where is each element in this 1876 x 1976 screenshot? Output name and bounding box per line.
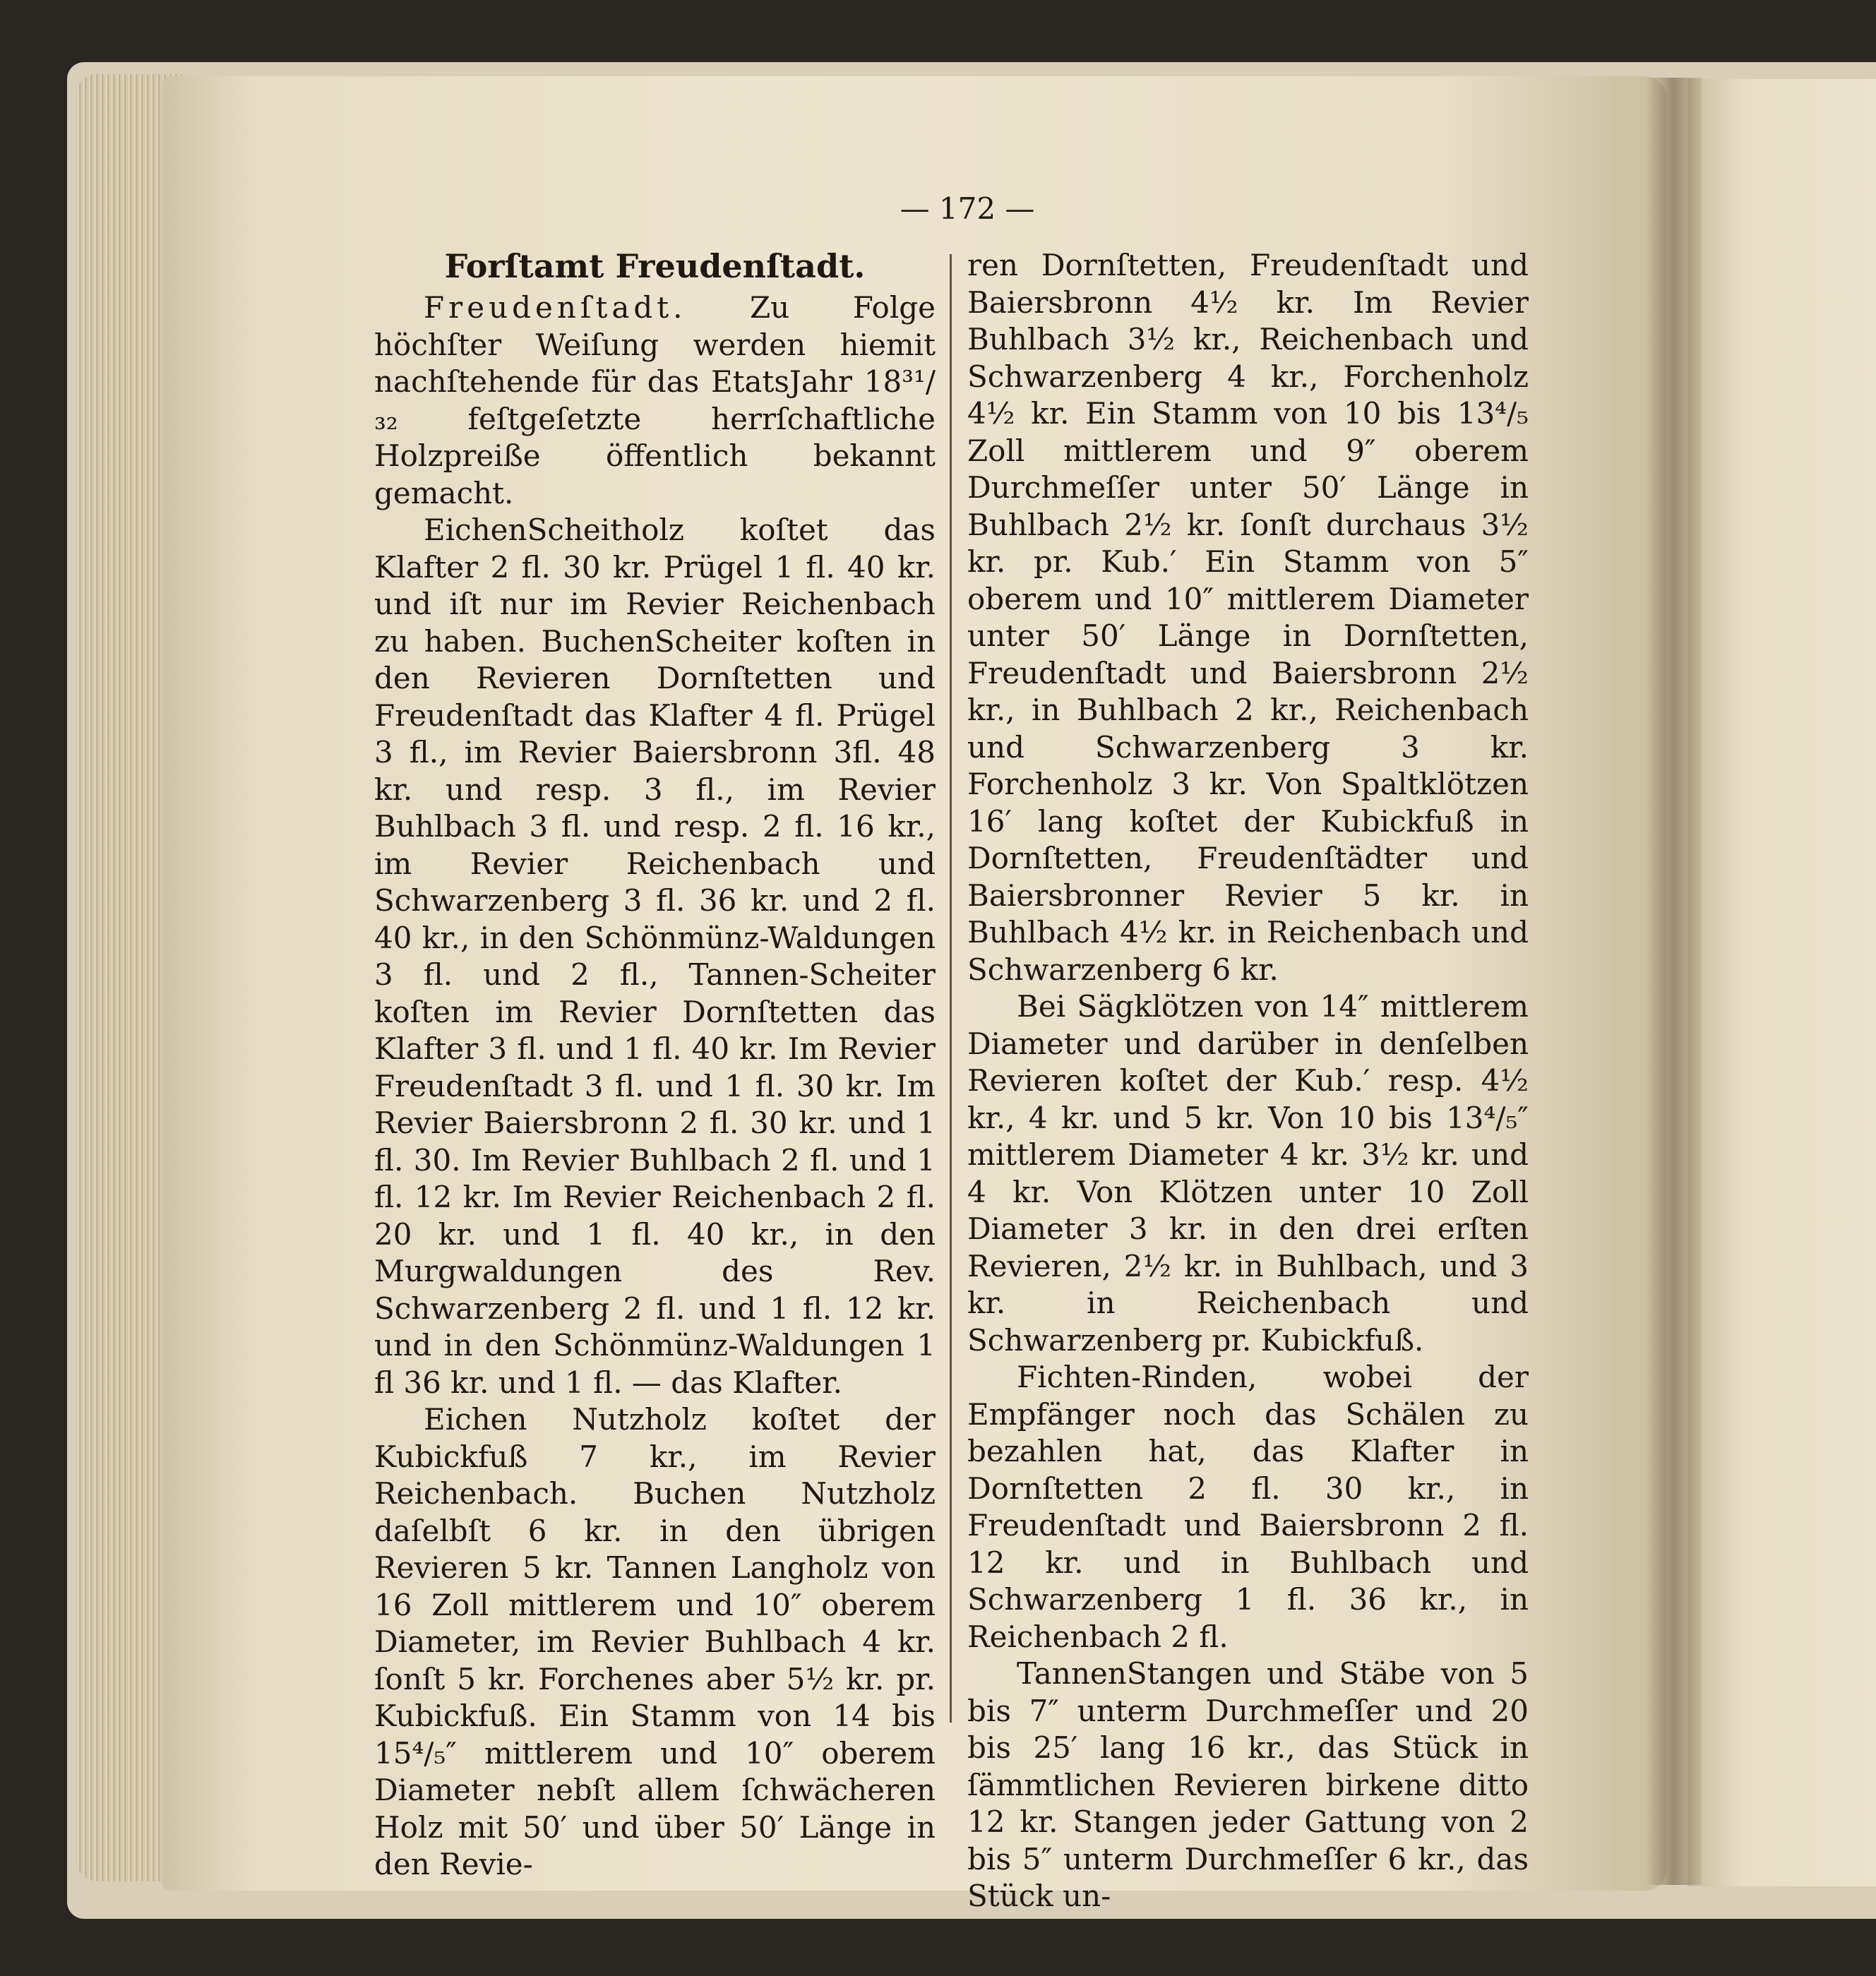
timber-paragraph: Eichen Nutzholz koſtet der Kubickfuß 7 kr., im Revier Reichenbach. Buchen Nutzholz daſelbſt 6 kr. in den übrigen Revieren 5 kr. Tannen Langholz von 16 Zoll mittlerem und 10″ oberem Diameter, im Revier Buhlbach 4 kr. ſonſt 5 kr. Forchenes aber 5½ kr. pr. Kubickfuß. Ein Stamm von 14 bis 15⁴/₅″ mittlerem und 10″ oberem Diameter nebſt allem ſchwächeren Holz mit 50′ und über 50′ Länge in den Revie- (374, 1402, 936, 1881)
column-divider (950, 254, 952, 1723)
stem-paragraph: ren Dornſtetten, Freudenſtadt und Baiersbronn 4½ kr. Im Revier Buhlbach 3½ kr., Reichenbach und Schwarzenberg 4 kr., Forchenholz 4½ kr. Ein Stamm von 10 bis 13⁴/₅ Zoll mittlerem und 9″ oberem Durchmeſſer unter 50′ Länge in Buhlbach 2½ kr. ſonſt durchaus 3½ kr. pr. Kub.′ Ein Stamm von 5″ oberem und 10″ mittlerem Diameter unter 50′ Länge in Dornſtetten, Freudenſtadt und Baiersbronn 2½ kr., in Buhlbach 2 kr., Reichenbach und Schwarzenberg 3 kr. Forchenholz 3 kr. Von Spaltklötzen 16′ lang koſtet der Kubickfuß in Dornſtetten, Freudenſtädter und Baiersbronner Revier 5 kr. in Buhlbach 4½ kr. in Reichenbach und Schwarzenberg 6 kr. (967, 248, 1529, 987)
intro-lead: Freudenſtadt. (424, 290, 687, 325)
poles-paragraph: TannenStangen und Stäbe von 5 bis 7″ unterm Durchmeſſer und 20 bis 25′ lang 16 kr., das Stück in ſämmtlichen Revieren birkene ditto 12 kr. Stangen jeder Gattung von 2 bis 5″ unterm Durchmeſſer 6 kr., das Stück un- (967, 1656, 1529, 1913)
page-number: — 172 — (900, 191, 1035, 226)
right-page (1687, 79, 1876, 1886)
left-column (374, 247, 936, 1881)
intro-text: Zu Folge höchſter Weiſung werden hiemit nachſtehende für das EtatsJahr 18³¹/₃₂ feſtgeſetzte herrſchaftliche Holzpreiße öffentlich bekannt gemacht. (374, 290, 936, 510)
right-column (967, 247, 1529, 1913)
book-gutter (1645, 78, 1702, 1885)
section-heading: Forſtamt Freudenſtadt. (444, 247, 866, 285)
bark-paragraph: Fichten-Rinden, wobei der Empfänger noch das Schälen zu bezahlen hat, das Klafter in Dornſtetten 2 fl. 30 kr., in Freudenſtadt und Baiersbronn 2 fl. 12 kr. und in Buhlbach und Schwarzenberg 1 fl. 36 kr., in Reichenbach 2 fl. (967, 1360, 1529, 1654)
firewood-paragraph: EichenScheitholz koſtet das Klafter 2 fl. 30 kr. Prügel 1 fl. 40 kr. und iſt nur im Revier Reichenbach zu haben. BuchenScheiter koſten in den Revieren Dornſtetten und Freudenſtadt das Klafter 4 fl. Prügel 3 fl., im Revier Baiersbronn 3fl. 48 kr. und resp. 3 fl., im Revier Buhlbach 3 fl. und resp. 2 fl. 16 kr., im Revier Reichenbach und Schwarzenberg 3 fl. 36 kr. und 2 fl. 40 kr., in den Schönmünz-Waldungen 3 fl. und 2 fl., Tannen-Scheiter koſten im Revier Dornſtetten das Klafter 3 fl. und 1 fl. 40 kr. Im Revier Freudenſtadt 3 fl. und 1 fl. 30 kr. Im Revier Baiersbronn 2 fl. 30 kr. und 1 fl. 30. Im Revier Buhlbach 2 fl. und 1 fl. 12 kr. Im Revier Reichenbach 2 fl. 20 kr. und 1 fl. 40 kr., in den Murgwaldungen des Rev. Schwarzenberg 2 fl. und 1 fl. 12 kr. und in den Schönmünz-Waldungen 1 fl 36 kr. und 1 fl. — das Klafter. (374, 513, 936, 1400)
intro-paragraph (374, 289, 936, 512)
sawlog-paragraph: Bei Sägklötzen von 14″ mittlerem Diameter und darüber in denſelben Revieren koſtet der Kub.′ resp. 4½ kr., 4 kr. und 5 kr. Von 10 bis 13⁴/₅″ mittlerem Diameter 4 kr. 3½ kr. und 4 kr. Von Klötzen unter 10 Zoll Diameter 3 kr. in den drei erſten Revieren, 2½ kr. in Buhlbach, und 3 kr. in Reichenbach und Schwarzenberg pr. Kubickfuß. (967, 989, 1529, 1358)
